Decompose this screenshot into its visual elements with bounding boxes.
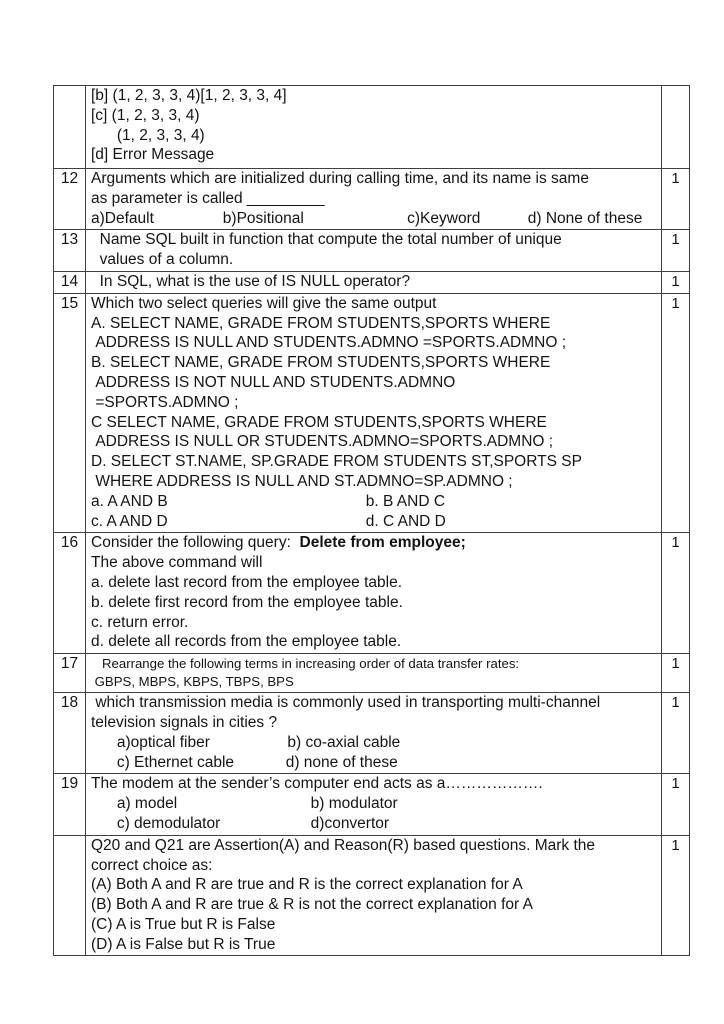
question-cell	[86, 169, 662, 230]
question-cell	[86, 835, 662, 956]
question-cell	[86, 86, 662, 169]
question-number-cell: 17	[54, 654, 86, 693]
table-row-q12	[54, 169, 690, 230]
question-line: ADDRESS IS NULL OR STUDENTS.ADMNO=SPORTS.ADMNO ;	[91, 433, 554, 451]
question-line: a. delete last record from the employee table.	[91, 573, 403, 591]
question-line: c. return error.	[91, 613, 189, 631]
marks-cell: 1	[662, 693, 690, 774]
question-cell	[86, 230, 662, 272]
question-line: =SPORTS.ADMNO ;	[91, 393, 239, 411]
question-line: as parameter is called _________	[91, 189, 325, 207]
table-row-q14	[54, 271, 690, 293]
question-line: ADDRESS IS NULL AND STUDENTS.ADMNO =SPORTS.ADMNO ;	[91, 334, 566, 352]
marks-cell: 1	[662, 169, 690, 230]
question-line: a. A AND B b. B AND C	[91, 492, 446, 510]
question-line: correct choice as:	[91, 856, 213, 874]
question-number-cell: 18	[54, 693, 86, 774]
question-line: d. delete all records from the employee table.	[91, 633, 402, 651]
question-number-cell: 16	[54, 533, 86, 654]
table-row-q16	[54, 533, 690, 654]
question-line: c. A AND D d. C AND D	[91, 512, 446, 530]
question-line: (C) A is True but R is False	[91, 915, 276, 933]
question-line: ADDRESS IS NOT NULL AND STUDENTS.ADMNO	[91, 373, 456, 391]
marks-cell: 1	[662, 293, 690, 533]
question-line: Q20 and Q21 are Assertion(A) and Reason(R) based questions. Mark the	[91, 836, 596, 854]
question-line: a)Default b)Positional c)Keyword d) None of these	[91, 209, 643, 227]
query-bold-text: Delete from employee;	[299, 534, 466, 552]
question-line: The modem at the sender’s computer end acts as a……………….	[91, 775, 543, 793]
question-line: A. SELECT NAME, GRADE FROM STUDENTS,SPORTS WHERE	[91, 314, 551, 332]
marks-cell: 1	[662, 774, 690, 835]
question-number-cell: 13	[54, 230, 86, 272]
question-line: C SELECT NAME, GRADE FROM STUDENTS,SPORTS WHERE	[91, 413, 547, 431]
question-line: (1, 2, 3, 3, 4)	[91, 126, 205, 144]
table-row-q18	[54, 693, 690, 774]
question-line: b. delete first record from the employee table.	[91, 593, 403, 611]
question-line: Name SQL built in function that compute the total number of unique	[91, 231, 562, 249]
table-row-assertion-note	[54, 835, 690, 956]
question-line: c) demodulator d)convertor	[91, 814, 390, 832]
marks-cell: 1	[662, 533, 690, 654]
table-row-q17	[54, 654, 690, 693]
table-row-q19	[54, 774, 690, 835]
question-cell	[86, 293, 662, 533]
question-number-cell: 15	[54, 293, 86, 533]
question-line: which transmission media is commonly used in transporting multi-channel	[91, 694, 601, 712]
table-row-q13	[54, 230, 690, 272]
marks-cell: 1	[662, 271, 690, 293]
question-line: Rearrange the following terms in increasing order of data transfer rates:	[91, 656, 520, 672]
question-line: (B) Both A and R are true & R is not the correct explanation for A	[91, 896, 533, 914]
question-line: GBPS, MBPS, KBPS, TBPS, BPS	[91, 674, 294, 690]
question-cell	[86, 654, 662, 693]
question-line: [d] Error Message	[91, 146, 215, 164]
question-cell	[86, 533, 662, 654]
question-line: a)optical fiber b) co-axial cable	[91, 733, 401, 751]
question-cell	[86, 774, 662, 835]
question-line	[91, 533, 657, 553]
question-line: [b] (1, 2, 3, 3, 4)[1, 2, 3, 3, 4]	[91, 87, 287, 104]
question-line: (A) Both A and R are true and R is the correct explanation for A	[91, 876, 523, 894]
table-row-q15	[54, 293, 690, 533]
question-number-cell	[54, 835, 86, 956]
question-line: c) Ethernet cable d) none of these	[91, 753, 398, 771]
question-line: B. SELECT NAME, GRADE FROM STUDENTS,SPORTS WHERE	[91, 354, 551, 372]
question-table	[53, 85, 690, 956]
question-number-cell: 12	[54, 169, 86, 230]
question-line: WHERE ADDRESS IS NULL AND ST.ADMNO=SP.ADMNO ;	[91, 472, 513, 490]
question-number-cell	[54, 86, 86, 169]
question-cell	[86, 693, 662, 774]
question-line: Arguments which are initialized during calling time, and its name is same	[91, 170, 589, 187]
question-intro-text: Consider the following query:	[91, 534, 300, 552]
question-line: The above command will	[91, 554, 263, 572]
question-table-body	[54, 86, 690, 956]
marks-cell: 1	[662, 230, 690, 272]
question-line: D. SELECT ST.NAME, SP.GRADE FROM STUDENTS ST,SPORTS SP	[91, 453, 582, 471]
marks-cell	[662, 86, 690, 169]
question-number-cell: 14	[54, 271, 86, 293]
question-cell	[86, 271, 662, 293]
question-line: values of a column.	[91, 251, 234, 269]
question-number-cell: 19	[54, 774, 86, 835]
question-line: a) model b) modulator	[91, 795, 398, 813]
question-line: Which two select queries will give the same output	[91, 294, 437, 312]
marks-cell: 1	[662, 835, 690, 956]
question-line: [c] (1, 2, 3, 3, 4)	[91, 106, 200, 124]
table-row-continuation	[54, 86, 690, 169]
question-line: television signals in cities ?	[91, 713, 278, 731]
question-line: (D) A is False but R is True	[91, 935, 276, 953]
marks-cell: 1	[662, 654, 690, 693]
question-line: In SQL, what is the use of IS NULL operator?	[91, 272, 411, 290]
